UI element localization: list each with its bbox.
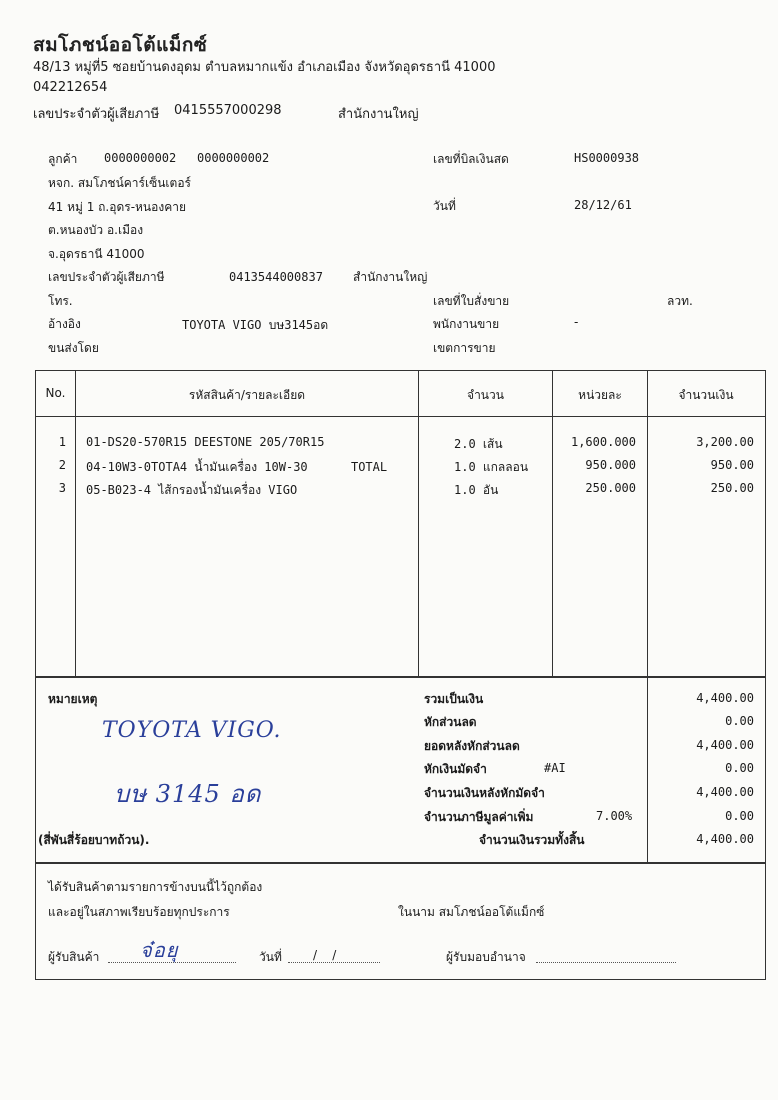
receiver-label: ผู้รับสินค้า — [48, 950, 100, 964]
col-header-description: รหัสสินค้า/รายละเอียด — [188, 388, 306, 402]
summary-extra: #AI — [544, 761, 566, 775]
col-header-amount: จำนวนเงิน — [678, 388, 734, 402]
summary-label: จำนวนเงินรวมทั้งสิ้น — [479, 833, 585, 847]
remark-label: หมายเหตุ — [48, 692, 98, 706]
customer-code-2: 0000000002 — [197, 151, 270, 165]
summary-value: 4,400.00 — [696, 691, 754, 705]
sales-order-label: เลขที่ใบสั่งขาย — [433, 294, 510, 308]
salesperson-label: พนักงานขาย — [433, 317, 500, 331]
reference-label: อ้างอิง — [48, 317, 81, 331]
summary-value: 0.00 — [725, 809, 754, 823]
phone-label: โทร. — [48, 294, 73, 308]
summary-value: 4,400.00 — [696, 738, 754, 752]
summary-label: หักส่วนลด — [424, 715, 477, 729]
customer-tax-id: 0413544000837 — [229, 270, 323, 284]
receiver-signature: จ๋อยุ — [140, 938, 179, 962]
customer-branch: สำนักงานใหญ่ — [353, 270, 428, 284]
date-label: วันที่ — [433, 199, 456, 213]
col-header-quantity: จำนวน — [467, 388, 504, 402]
summary-value: 0.00 — [725, 761, 754, 775]
row-unit-price: 950.000 — [585, 458, 636, 472]
row-description: 05-B023-4 ไส้กรองน้ำมันเครื่อง VIGO — [86, 483, 298, 497]
row-no: 2 — [58, 458, 66, 472]
row-unit-price: 250.000 — [585, 481, 636, 495]
receive-date-label: วันที่ — [259, 950, 282, 964]
summary-value: 4,400.00 — [696, 832, 754, 846]
bill-date: 28/12/61 — [574, 198, 632, 212]
row-quantity: 1.0 อัน — [454, 483, 499, 497]
on-behalf-text: ในนาม สมโภชน์ออโต้แม็กซ์ — [398, 905, 545, 919]
summary-value: 0.00 — [725, 714, 754, 728]
company-phone: 042212654 — [33, 80, 108, 95]
company-branch: สำนักงานใหญ่ — [338, 107, 419, 122]
bill-no: HS0000938 — [574, 151, 640, 165]
received-text-2: และอยู่ในสภาพเรียบร้อยทุกประการ — [48, 905, 230, 919]
customer-tax-label: เลขประจำตัวผู้เสียภาษี — [48, 270, 165, 284]
col-header-no: No. — [45, 386, 66, 400]
summary-value: 4,400.00 — [696, 785, 754, 799]
receive-date-slashes: / / — [313, 948, 337, 962]
customer-addr-3: จ.อุดรธานี 41000 — [48, 247, 145, 261]
customer-addr-1: 41 หมู่ 1 ถ.อุดร-หนองคาย — [48, 200, 186, 214]
row-no: 1 — [58, 435, 66, 449]
salesperson-value: - — [574, 315, 579, 329]
company-address: 48/13 หมู่ที่5 ซอยบ้านดงอุดม ตำบลหมากแข้ง อำเภอเมือง จังหวัดอุดรธานี 41000 — [33, 60, 496, 75]
shipping-label: ขนส่งโดย — [48, 341, 99, 355]
company-name: สมโภชน์ออโต้แม็กซ์ — [33, 34, 208, 56]
company-tax-label: เลขประจำตัวผู้เสียภาษี — [33, 107, 160, 122]
handwritten-vehicle: TOYOTA VIGO. — [102, 718, 282, 743]
summary-label: จำนวนภาษีมูลค่าเพิ่ม — [424, 810, 534, 824]
row-amount: 3,200.00 — [696, 435, 754, 449]
row-description: 04-10W3-0TOTA4 น้ำมันเครื่อง 10W-30 TOTAL — [86, 460, 388, 474]
summary-label: จำนวนเงินหลังหักมัดจำ — [424, 786, 545, 800]
received-text-1: ได้รับสินค้าตามรายการข้างบนนี้ไว้ถูกต้อง — [48, 880, 263, 894]
summary-label: หักเงินมัดจำ — [424, 762, 487, 776]
row-amount: 250.00 — [710, 481, 754, 495]
customer-name: หจก. สมโภชน์คาร์เซ็นเตอร์ — [48, 176, 191, 190]
company-tax-id: 0415557000298 — [174, 103, 282, 118]
customer-code-1: 0000000002 — [104, 151, 177, 165]
row-description: 01-DS20-570R15 DEESTONE 205/70R15 — [86, 435, 325, 449]
row-quantity: 1.0 แกลลอน — [454, 460, 529, 474]
amount-in-words: (สี่พันสี่ร้อยบาทถ้วน). — [38, 833, 150, 847]
summary-label: ยอดหลังหักส่วนลด — [424, 739, 520, 753]
sales-order-value: ลวท. — [667, 294, 693, 308]
col-header-unit-price: หน่วยละ — [578, 388, 622, 402]
handwritten-plate: บษ 3145 อด — [114, 780, 262, 808]
reference-value: TOYOTA VIGO บษ3145อด — [182, 318, 329, 332]
summary-label: รวมเป็นเงิน — [424, 692, 484, 706]
bill-no-label: เลขที่บิลเงินสด — [433, 152, 509, 166]
authorized-label: ผู้รับมอบอำนาจ — [446, 950, 526, 964]
row-no: 3 — [58, 481, 66, 495]
row-unit-price: 1,600.000 — [570, 435, 636, 449]
summary-extra: 7.00% — [596, 809, 633, 823]
customer-label: ลูกค้า — [48, 152, 78, 166]
customer-addr-2: ต.หนองบัว อ.เมือง — [48, 223, 144, 237]
sales-area-label: เขตการขาย — [433, 341, 496, 355]
row-amount: 950.00 — [710, 458, 754, 472]
row-quantity: 2.0 เส้น — [454, 437, 503, 451]
